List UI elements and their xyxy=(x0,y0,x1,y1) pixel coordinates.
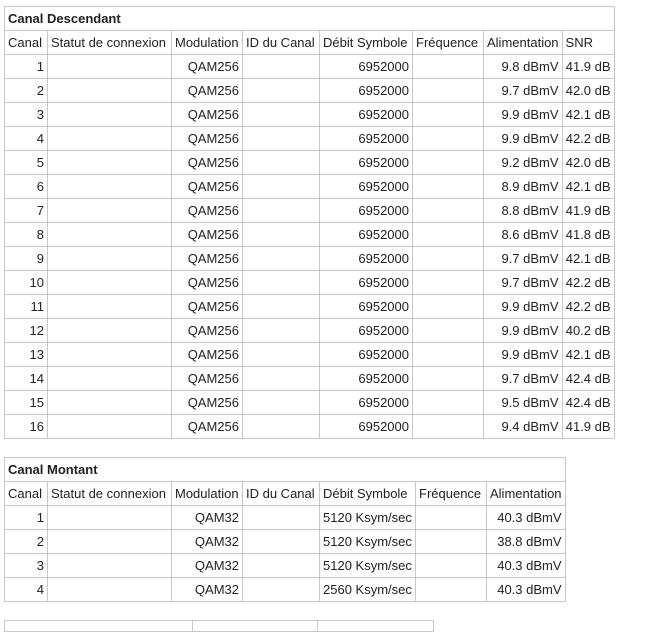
downstream-cell xyxy=(48,319,172,343)
downstream-cell: 6952000 xyxy=(320,223,413,247)
upstream-cell: 5120 Ksym/sec xyxy=(320,530,416,554)
downstream-cell: 9.7 dBmV xyxy=(484,79,563,103)
downstream-cell: 8.9 dBmV xyxy=(484,175,563,199)
downstream-row xyxy=(5,367,615,391)
downstream-cell: 41.8 dB xyxy=(562,223,614,247)
upstream-cell: QAM32 xyxy=(172,554,243,578)
downstream-cell: 9.9 dBmV xyxy=(484,295,563,319)
downstream-cell: 6952000 xyxy=(320,415,413,439)
downstream-cell: QAM256 xyxy=(172,391,243,415)
upstream-cell: 40.3 dBmV xyxy=(487,506,566,530)
downstream-column-header: SNR xyxy=(562,31,614,55)
downstream-cell xyxy=(413,271,484,295)
partial-cell xyxy=(5,621,193,632)
downstream-cell: 8.8 dBmV xyxy=(484,199,563,223)
upstream-cell: QAM32 xyxy=(172,506,243,530)
downstream-row xyxy=(5,391,615,415)
upstream-column-header: Canal xyxy=(5,482,48,506)
downstream-cell xyxy=(48,175,172,199)
upstream-cell: 2560 Ksym/sec xyxy=(320,578,416,602)
upstream-cell: QAM32 xyxy=(172,578,243,602)
downstream-header-row xyxy=(5,31,615,55)
downstream-cell: 42.1 dB xyxy=(562,343,614,367)
downstream-title: Canal Descendant xyxy=(5,7,615,31)
downstream-cell xyxy=(413,199,484,223)
downstream-cell xyxy=(413,223,484,247)
downstream-cell: QAM256 xyxy=(172,79,243,103)
downstream-cell: 6952000 xyxy=(320,199,413,223)
downstream-cell xyxy=(243,295,320,319)
downstream-cell xyxy=(48,151,172,175)
downstream-column-header: Statut de connexion xyxy=(48,31,172,55)
upstream-cell xyxy=(48,506,172,530)
downstream-cell xyxy=(413,367,484,391)
upstream-cell xyxy=(416,530,487,554)
downstream-column-header: Canal xyxy=(5,31,48,55)
downstream-cell xyxy=(48,247,172,271)
downstream-cell xyxy=(243,175,320,199)
upstream-cell xyxy=(243,506,320,530)
downstream-cell xyxy=(413,103,484,127)
upstream-cell xyxy=(48,554,172,578)
downstream-cell: QAM256 xyxy=(172,343,243,367)
downstream-cell xyxy=(48,199,172,223)
downstream-cell: 6952000 xyxy=(320,151,413,175)
partial-cell xyxy=(318,621,434,632)
downstream-row xyxy=(5,103,615,127)
downstream-cell xyxy=(243,367,320,391)
downstream-row xyxy=(5,199,615,223)
downstream-cell: 9.5 dBmV xyxy=(484,391,563,415)
downstream-cell: 41.9 dB xyxy=(562,199,614,223)
downstream-cell xyxy=(243,343,320,367)
downstream-cell: 9.8 dBmV xyxy=(484,55,563,79)
upstream-cell: 40.3 dBmV xyxy=(487,578,566,602)
downstream-cell: QAM256 xyxy=(172,271,243,295)
downstream-cell: 4 xyxy=(5,127,48,151)
downstream-cell xyxy=(48,415,172,439)
downstream-column-header: ID du Canal xyxy=(243,31,320,55)
downstream-cell xyxy=(48,103,172,127)
downstream-cell: 9 xyxy=(5,247,48,271)
downstream-cell: QAM256 xyxy=(172,319,243,343)
downstream-cell xyxy=(48,295,172,319)
downstream-cell: 14 xyxy=(5,367,48,391)
downstream-cell: 8 xyxy=(5,223,48,247)
downstream-cell: 6 xyxy=(5,175,48,199)
partial-table-row xyxy=(5,621,434,632)
downstream-cell: 9.9 dBmV xyxy=(484,127,563,151)
upstream-cell: 5120 Ksym/sec xyxy=(320,554,416,578)
downstream-cell: 5 xyxy=(5,151,48,175)
downstream-cell: 42.4 dB xyxy=(562,367,614,391)
downstream-cell: 6952000 xyxy=(320,55,413,79)
downstream-cell: 42.2 dB xyxy=(562,295,614,319)
downstream-cell xyxy=(243,319,320,343)
downstream-cell: QAM256 xyxy=(172,223,243,247)
partial-cell xyxy=(193,621,318,632)
downstream-cell: 8.6 dBmV xyxy=(484,223,563,247)
downstream-cell xyxy=(48,367,172,391)
downstream-cell: 6952000 xyxy=(320,175,413,199)
downstream-cell: 6952000 xyxy=(320,127,413,151)
downstream-row xyxy=(5,343,615,367)
upstream-title: Canal Montant xyxy=(5,458,566,482)
upstream-header-row xyxy=(5,482,566,506)
downstream-table xyxy=(4,6,615,439)
downstream-cell: 9.9 dBmV xyxy=(484,319,563,343)
downstream-cell: 9.7 dBmV xyxy=(484,367,563,391)
upstream-cell xyxy=(48,578,172,602)
upstream-column-header: ID du Canal xyxy=(243,482,320,506)
upstream-cell xyxy=(243,554,320,578)
downstream-cell: QAM256 xyxy=(172,367,243,391)
downstream-cell: 6952000 xyxy=(320,319,413,343)
upstream-cell: 5120 Ksym/sec xyxy=(320,506,416,530)
downstream-cell: 42.1 dB xyxy=(562,247,614,271)
downstream-title-row xyxy=(5,7,615,31)
downstream-column-header: Modulation xyxy=(172,31,243,55)
downstream-row xyxy=(5,295,615,319)
downstream-row xyxy=(5,151,615,175)
downstream-cell: 1 xyxy=(5,55,48,79)
downstream-cell: 42.0 dB xyxy=(562,79,614,103)
downstream-row xyxy=(5,223,615,247)
downstream-cell xyxy=(243,391,320,415)
downstream-cell: 42.2 dB xyxy=(562,127,614,151)
downstream-cell: 40.2 dB xyxy=(562,319,614,343)
downstream-cell xyxy=(413,415,484,439)
downstream-cell: 42.0 dB xyxy=(562,151,614,175)
downstream-cell xyxy=(413,175,484,199)
downstream-cell: 16 xyxy=(5,415,48,439)
upstream-column-header: Modulation xyxy=(172,482,243,506)
downstream-cell: 6952000 xyxy=(320,271,413,295)
downstream-cell xyxy=(243,223,320,247)
downstream-cell xyxy=(243,415,320,439)
downstream-cell xyxy=(48,391,172,415)
downstream-cell: 42.2 dB xyxy=(562,271,614,295)
downstream-cell: QAM256 xyxy=(172,415,243,439)
downstream-cell xyxy=(48,79,172,103)
downstream-body xyxy=(5,7,615,439)
upstream-cell: 38.8 dBmV xyxy=(487,530,566,554)
downstream-cell: QAM256 xyxy=(172,55,243,79)
upstream-cell: 1 xyxy=(5,506,48,530)
downstream-cell: 41.9 dB xyxy=(562,55,614,79)
downstream-cell: QAM256 xyxy=(172,103,243,127)
downstream-cell xyxy=(243,151,320,175)
upstream-cell xyxy=(416,506,487,530)
downstream-cell: 6952000 xyxy=(320,343,413,367)
downstream-cell xyxy=(413,295,484,319)
downstream-cell xyxy=(243,103,320,127)
downstream-row xyxy=(5,247,615,271)
upstream-cell xyxy=(48,530,172,554)
upstream-cell xyxy=(416,578,487,602)
upstream-cell: 4 xyxy=(5,578,48,602)
upstream-cell: 3 xyxy=(5,554,48,578)
upstream-column-header: Statut de connexion xyxy=(48,482,172,506)
downstream-cell: QAM256 xyxy=(172,175,243,199)
downstream-cell: 15 xyxy=(5,391,48,415)
downstream-cell: 6952000 xyxy=(320,247,413,271)
upstream-row xyxy=(5,578,566,602)
downstream-cell: 9.9 dBmV xyxy=(484,343,563,367)
upstream-cell xyxy=(243,578,320,602)
downstream-cell xyxy=(413,151,484,175)
upstream-row xyxy=(5,506,566,530)
downstream-cell: 9.9 dBmV xyxy=(484,103,563,127)
downstream-column-header: Débit Symbole xyxy=(320,31,413,55)
downstream-row xyxy=(5,55,615,79)
downstream-cell xyxy=(243,55,320,79)
downstream-cell: 9.2 dBmV xyxy=(484,151,563,175)
downstream-cell xyxy=(413,79,484,103)
downstream-cell: 2 xyxy=(5,79,48,103)
downstream-cell: 6952000 xyxy=(320,103,413,127)
downstream-cell: 3 xyxy=(5,103,48,127)
downstream-cell: 9.7 dBmV xyxy=(484,247,563,271)
downstream-cell: 11 xyxy=(5,295,48,319)
downstream-cell xyxy=(413,343,484,367)
upstream-column-header: Fréquence xyxy=(416,482,487,506)
downstream-cell: 7 xyxy=(5,199,48,223)
downstream-cell: 42.4 dB xyxy=(562,391,614,415)
upstream-cell: QAM32 xyxy=(172,530,243,554)
downstream-cell xyxy=(48,55,172,79)
downstream-cell xyxy=(413,55,484,79)
upstream-row xyxy=(5,530,566,554)
downstream-cell xyxy=(243,127,320,151)
upstream-row xyxy=(5,554,566,578)
downstream-cell: 6952000 xyxy=(320,391,413,415)
downstream-cell: 13 xyxy=(5,343,48,367)
downstream-cell: QAM256 xyxy=(172,151,243,175)
downstream-column-header: Alimentation xyxy=(484,31,563,55)
upstream-title-row xyxy=(5,458,566,482)
downstream-cell: 42.1 dB xyxy=(562,175,614,199)
upstream-cell: 2 xyxy=(5,530,48,554)
downstream-cell xyxy=(243,79,320,103)
downstream-cell: 9.4 dBmV xyxy=(484,415,563,439)
downstream-cell: 6952000 xyxy=(320,79,413,103)
downstream-cell xyxy=(413,319,484,343)
downstream-cell: 10 xyxy=(5,271,48,295)
downstream-row xyxy=(5,271,615,295)
upstream-body xyxy=(5,458,566,602)
downstream-row xyxy=(5,79,615,103)
downstream-cell: 12 xyxy=(5,319,48,343)
downstream-cell xyxy=(243,199,320,223)
upstream-cell xyxy=(243,530,320,554)
downstream-cell: 41.9 dB xyxy=(562,415,614,439)
downstream-cell: QAM256 xyxy=(172,247,243,271)
downstream-row xyxy=(5,175,615,199)
upstream-column-header: Alimentation xyxy=(487,482,566,506)
downstream-cell xyxy=(413,391,484,415)
upstream-cell xyxy=(416,554,487,578)
downstream-row xyxy=(5,127,615,151)
downstream-cell xyxy=(243,247,320,271)
upstream-column-header: Débit Symbole xyxy=(320,482,416,506)
downstream-column-header: Fréquence xyxy=(413,31,484,55)
downstream-cell xyxy=(413,127,484,151)
downstream-cell: 6952000 xyxy=(320,295,413,319)
downstream-cell: 6952000 xyxy=(320,367,413,391)
downstream-cell xyxy=(48,127,172,151)
downstream-cell xyxy=(48,271,172,295)
upstream-cell: 40.3 dBmV xyxy=(487,554,566,578)
downstream-cell: QAM256 xyxy=(172,199,243,223)
downstream-cell xyxy=(48,223,172,247)
downstream-cell xyxy=(413,247,484,271)
downstream-cell: 42.1 dB xyxy=(562,103,614,127)
downstream-cell: 9.7 dBmV xyxy=(484,271,563,295)
downstream-cell xyxy=(48,343,172,367)
downstream-row xyxy=(5,415,615,439)
downstream-row xyxy=(5,319,615,343)
downstream-cell: QAM256 xyxy=(172,127,243,151)
downstream-cell xyxy=(243,271,320,295)
partial-table xyxy=(4,620,434,632)
downstream-cell: QAM256 xyxy=(172,295,243,319)
upstream-table xyxy=(4,457,566,602)
